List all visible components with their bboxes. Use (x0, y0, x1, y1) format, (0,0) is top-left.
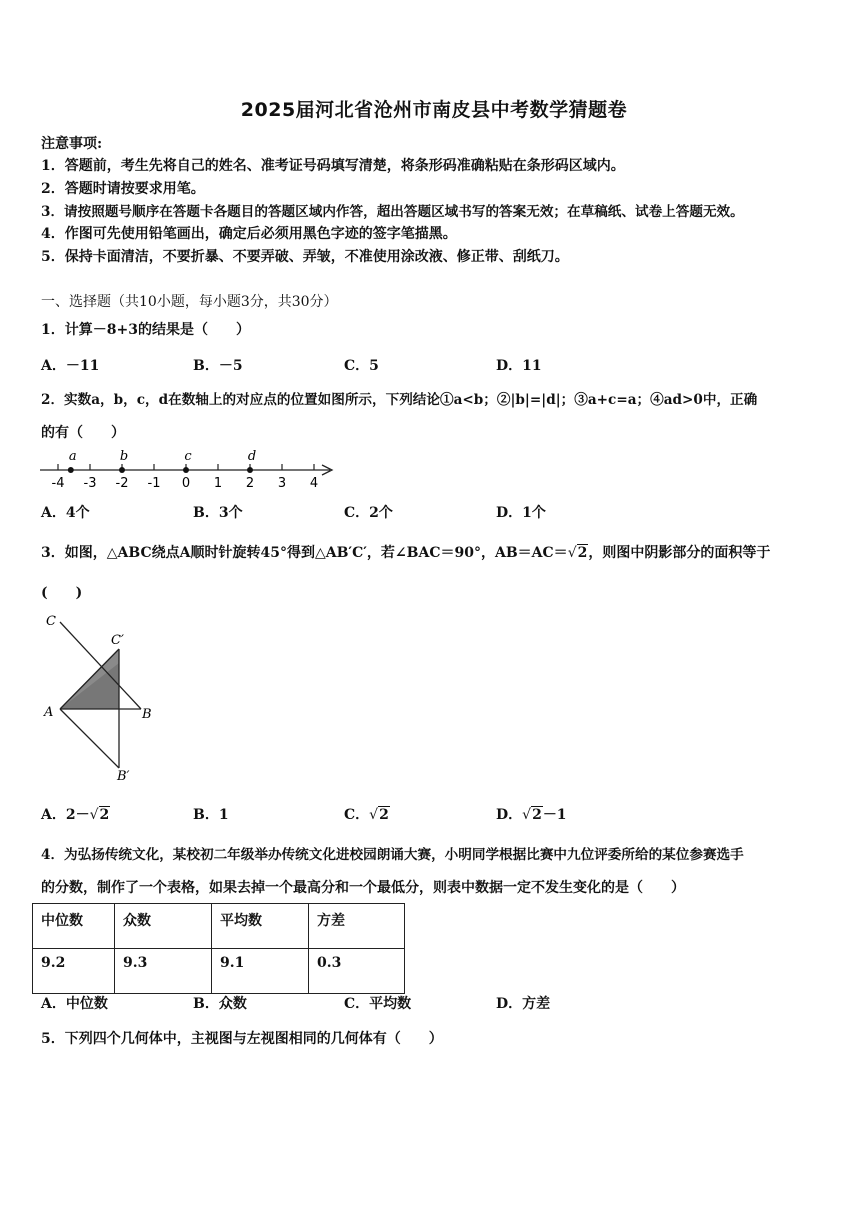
table-header-cell: 众数 (115, 904, 212, 949)
notice-heading: 注意事项: (41, 136, 103, 152)
q3-stem-part: ，则图中阴影部分的面积等于 (588, 545, 771, 561)
notice-item: 4．作图可先使用铅笔画出，确定后必须用黑色字迹的签字笔描黑。 (41, 226, 457, 242)
q2-option-c: C．2个 (344, 505, 393, 521)
table-header-cell: 中位数 (33, 904, 115, 949)
q4-option-d: D．方差 (496, 996, 551, 1012)
q3-option-prefix: D． (496, 807, 523, 823)
question-5-stem: 5．下列四个几何体中，主视图与左视图相同的几何体有（ ） (41, 1031, 443, 1047)
q3-option-d (496, 804, 567, 824)
notice-item: 5．保持卡面清洁，不要折暴、不要弄破、弄皱，不准使用涂改液、修正带、刮纸刀。 (41, 249, 569, 265)
table-row (33, 949, 405, 994)
q3-option-radicand: 2 (379, 807, 389, 823)
sqrt-symbol: √2 (522, 807, 542, 823)
tick-label: -4 (51, 476, 65, 491)
q3-option-radicand: 2 (99, 807, 110, 823)
point-a (68, 467, 74, 473)
label-b-prime: B′ (117, 769, 130, 784)
q2-option-b: B．3个 (193, 505, 243, 521)
page-title: 2025届河北省沧州市南皮县中考数学猜题卷 (240, 99, 628, 121)
point-c (183, 467, 189, 473)
point-label-a: a (68, 449, 77, 464)
question-4-stem: 4．为弘扬传统文化，某校初二年级举办传统文化进校园朗诵大赛，小明同学根据比赛中九位评委所给的某位参赛选手 (41, 847, 744, 863)
q3-radicand: 2 (577, 545, 588, 561)
table-header-cell: 方差 (309, 904, 405, 949)
q1-option-d: D．11 (496, 358, 542, 374)
q3-option-suffix: －1 (542, 807, 567, 823)
tick-label: 4 (309, 476, 319, 491)
segment-ab1 (60, 709, 119, 768)
question-3-stem-cont: ( ) (41, 585, 83, 601)
point-d (247, 467, 253, 473)
question-2-stem-cont: 的有（ ） (41, 425, 125, 441)
q1-option-b: B．－5 (193, 358, 243, 374)
sqrt-symbol: √2 (89, 807, 110, 823)
q3-stem-part: 3．如图，△ABC绕点A顺时针旋转45°得到△AB′C′，若∠BAC＝90°，AB＝AC＝ (41, 545, 568, 561)
q3-option-prefix: C． (344, 807, 370, 823)
rotation-triangle-figure (38, 608, 168, 788)
tick-label: -3 (83, 476, 97, 491)
question-3-stem (41, 542, 770, 562)
q4-option-b: B．众数 (193, 996, 247, 1012)
q4-option-a: A．中位数 (41, 996, 108, 1012)
notice-item: 1．答题前，考生先将自己的姓名、准考证号码填写清楚，将条形码准确粘贴在条形码区域内。 (41, 158, 625, 174)
point-label-d: d (247, 449, 257, 464)
sqrt-symbol: √2 (567, 545, 588, 561)
question-1-stem: 1．计算－8+3的结果是（ ） (41, 322, 250, 338)
q1-option-c: C．5 (344, 358, 379, 374)
point-b (119, 467, 125, 473)
label-c: C (46, 614, 56, 629)
q3-option-c (344, 804, 390, 824)
question-2-stem: 2．实数a，b，c，d在数轴上的对应点的位置如图所示，下列结论①a<b；②|b|=|d|；③a+c=a；④ad>0中，正确 (41, 392, 758, 408)
label-b: B (142, 707, 152, 722)
q3-option-radicand: 2 (532, 807, 542, 823)
q4-option-c: C．平均数 (344, 996, 412, 1012)
q2-option-d: D．1个 (496, 505, 546, 521)
tick-label: 2 (245, 476, 255, 491)
table-cell: 9.2 (33, 949, 115, 994)
number-line-figure (38, 446, 338, 492)
label-a: A (44, 705, 54, 720)
q1-option-a: A．－11 (41, 358, 100, 374)
stats-table (32, 903, 405, 994)
tick-label: 3 (277, 476, 287, 491)
table-header-row (33, 904, 405, 949)
tick-label: -1 (147, 476, 161, 491)
point-label-b: b (119, 449, 129, 464)
q2-option-a: A．4个 (41, 505, 90, 521)
q3-option-a (41, 804, 110, 824)
q3-option-prefix: A．2－ (41, 807, 90, 823)
tick-label: 1 (213, 476, 223, 491)
notice-item: 3．请按照题号顺序在答题卡各题目的答题区域内作答，超出答题区域书写的答案无效；在草稿纸、试卷上答题无效。 (41, 204, 744, 220)
point-label-c: c (184, 449, 192, 464)
section-heading: 一、选择题（共10小题，每小题3分，共30分） (41, 294, 338, 310)
label-c-prime: C′ (111, 633, 124, 648)
table-cell: 9.3 (115, 949, 212, 994)
table-cell: 0.3 (309, 949, 405, 994)
table-header-cell: 平均数 (212, 904, 309, 949)
tick-label: 0 (181, 476, 191, 491)
q3-option-b: B．1 (193, 807, 229, 823)
sqrt-symbol: √2 (369, 807, 389, 823)
notice-item: 2．答题时请按要求用笔。 (41, 181, 205, 197)
table-cell: 9.1 (212, 949, 309, 994)
tick-label: -2 (115, 476, 129, 491)
question-4-stem-cont: 的分数，制作了一个表格，如果去掉一个最高分和一个最低分，则表中数据一定不发生变化的是（ ） (41, 880, 685, 896)
